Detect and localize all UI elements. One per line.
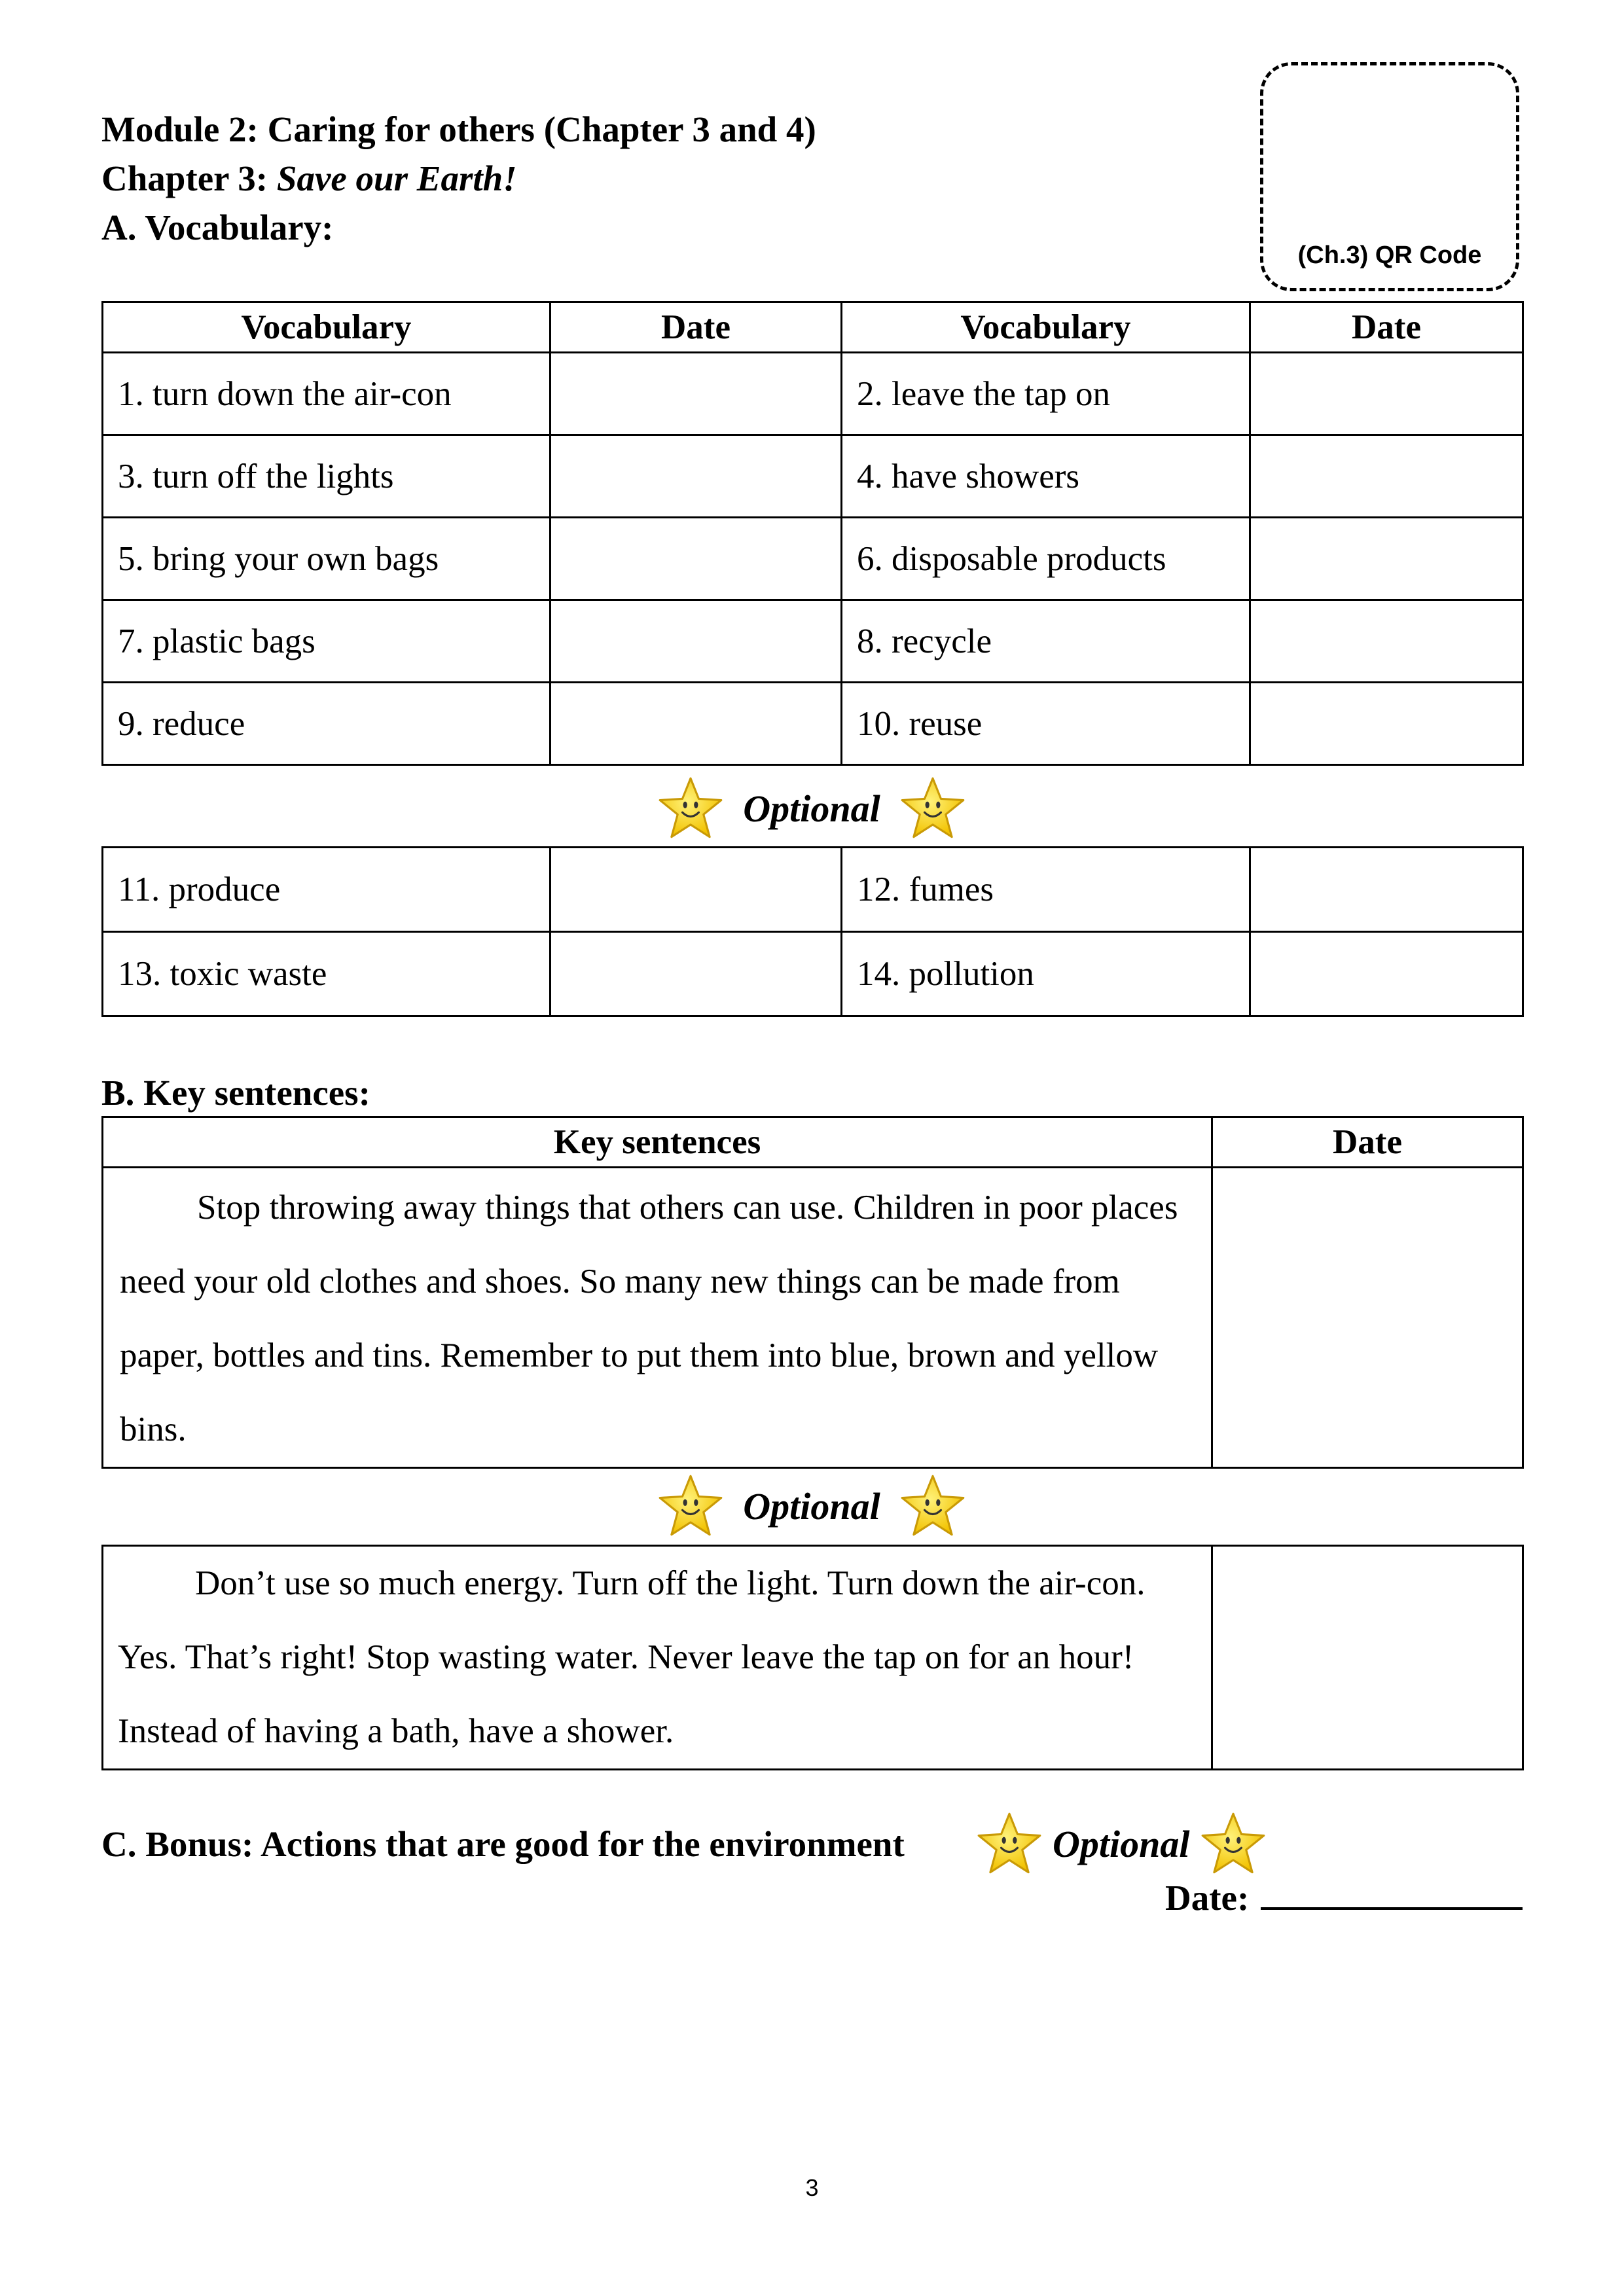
table-row <box>103 600 1523 683</box>
date-cell[interactable] <box>1250 600 1523 683</box>
table-row <box>103 1168 1523 1468</box>
date-cell[interactable] <box>550 683 842 765</box>
column-header: Vocabulary <box>103 302 550 353</box>
key-sentence-cell <box>103 1546 1212 1770</box>
smiley-star-icon <box>975 1810 1043 1878</box>
optional-vocabulary-table <box>101 846 1524 1017</box>
smiley-star-icon <box>899 774 967 842</box>
optional-marker <box>101 772 1522 844</box>
column-header: Date <box>1250 302 1523 353</box>
date-cell[interactable] <box>1250 435 1523 518</box>
key-sentence-cell <box>103 1168 1212 1468</box>
vocab-item: 5. bring your own bags <box>103 518 550 600</box>
date-cell[interactable] <box>550 848 842 932</box>
section-b-heading: B. Key sentences: <box>101 1073 370 1113</box>
date-cell[interactable] <box>1212 1168 1523 1468</box>
qr-code-box <box>1260 62 1519 291</box>
bonus-optional-marker <box>975 1808 1267 1880</box>
chapter-name: Save our Earth! <box>276 158 517 198</box>
date-cell[interactable] <box>1250 683 1523 765</box>
key-sentence-text: Stop throwing away things that others can use. Children in poor places need your old clothes and shoes. So many new things can be made from paper, bottles and tins. Remember to put them into blue, brown and yellow bins. <box>120 1189 1178 1448</box>
date-cell[interactable] <box>550 353 842 435</box>
chapter-prefix: Chapter 3: <box>101 158 277 198</box>
vocab-item: 2. leave the tap on <box>842 353 1250 435</box>
table-row <box>103 1546 1523 1770</box>
section-a-heading: A. Vocabulary: <box>101 207 334 247</box>
bonus-date <box>1165 1874 1523 1916</box>
vocab-item: 4. have showers <box>842 435 1250 518</box>
date-cell[interactable] <box>1250 353 1523 435</box>
optional-label: Optional <box>743 787 880 830</box>
date-label: Date: <box>1165 1878 1250 1918</box>
date-cell[interactable] <box>550 518 842 600</box>
optional-marker <box>101 1470 1522 1542</box>
key-sentences-header-row <box>103 1117 1523 1168</box>
table-row <box>103 353 1523 435</box>
optional-label: Optional <box>1053 1822 1190 1865</box>
vocab-item: 11. produce <box>103 848 550 932</box>
date-cell[interactable] <box>1250 932 1523 1016</box>
optional-key-sentences-table <box>101 1545 1524 1770</box>
column-header: Key sentences <box>103 1117 1212 1168</box>
column-header: Date <box>1212 1117 1523 1168</box>
vocab-item: 1. turn down the air-con <box>103 353 550 435</box>
smiley-star-icon <box>1199 1810 1267 1878</box>
optional-key-sentence-text: Don’t use so much energy. Turn off the light. Turn down the air-con. Yes. That’s right! Stop wasting water. Never leave the tap on for an hour! Instead of having a bath, have a shower. <box>118 1564 1146 1750</box>
table-row <box>103 518 1523 600</box>
vocabulary-table <box>101 301 1524 766</box>
smiley-star-icon <box>657 774 725 842</box>
table-row <box>103 848 1523 932</box>
table-row <box>103 932 1523 1016</box>
date-cell[interactable] <box>550 435 842 518</box>
vocab-item: 12. fumes <box>842 848 1250 932</box>
section-c-heading: C. Bonus: Actions that are good for the environment <box>101 1824 905 1864</box>
smiley-star-icon <box>899 1472 967 1540</box>
vocab-item: 9. reduce <box>103 683 550 765</box>
date-cell[interactable] <box>1250 848 1523 932</box>
vocab-item: 6. disposable products <box>842 518 1250 600</box>
chapter-title <box>101 160 517 196</box>
smiley-star-icon <box>657 1472 725 1540</box>
date-blank[interactable] <box>1261 1874 1523 1910</box>
vocab-item: 3. turn off the lights <box>103 435 550 518</box>
vocabulary-header-row <box>103 302 1523 353</box>
key-sentences-table <box>101 1116 1524 1469</box>
vocab-item: 7. plastic bags <box>103 600 550 683</box>
date-cell[interactable] <box>550 932 842 1016</box>
vocab-item: 10. reuse <box>842 683 1250 765</box>
column-header: Vocabulary <box>842 302 1250 353</box>
vocab-item: 13. toxic waste <box>103 932 550 1016</box>
date-cell[interactable] <box>1212 1546 1523 1770</box>
date-cell[interactable] <box>1250 518 1523 600</box>
module-title: Module 2: Caring for others (Chapter 3 and 4) <box>101 109 816 149</box>
vocab-item: 8. recycle <box>842 600 1250 683</box>
table-row <box>103 435 1523 518</box>
page-number: 3 <box>805 2174 819 2201</box>
vocab-item: 14. pollution <box>842 932 1250 1016</box>
optional-label: Optional <box>743 1484 880 1528</box>
date-cell[interactable] <box>550 600 842 683</box>
table-row <box>103 683 1523 765</box>
qr-code-label: (Ch.3) QR Code <box>1297 242 1482 269</box>
column-header: Date <box>550 302 842 353</box>
